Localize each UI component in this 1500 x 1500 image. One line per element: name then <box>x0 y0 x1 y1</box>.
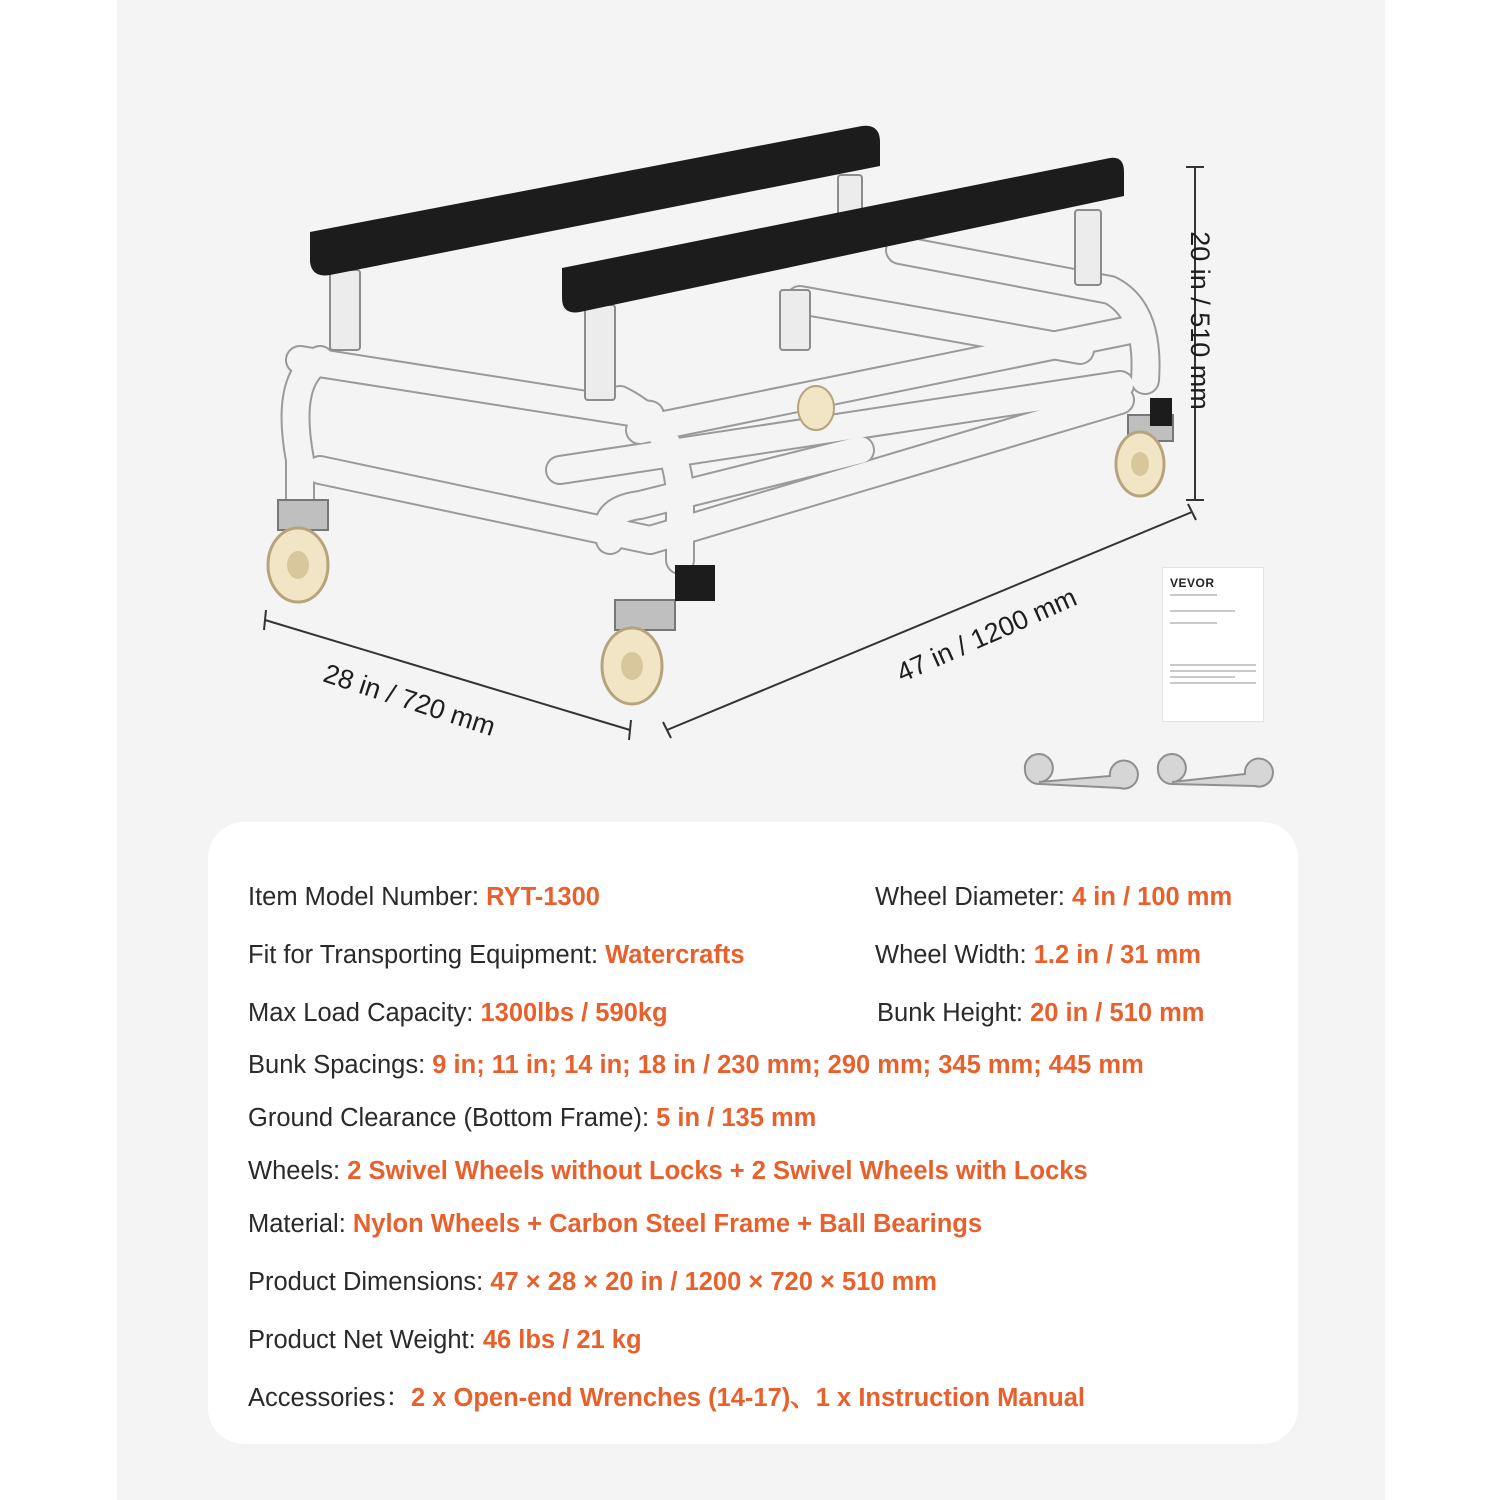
wrench-icons <box>1025 754 1273 789</box>
spec-value: 1300lbs / 590kg <box>480 999 668 1027</box>
length-dimension-label: 47 in / 1200 mm <box>892 581 1082 689</box>
height-dimension-label: 20 in / 510 mm <box>1184 231 1215 410</box>
spec-value: 46 lbs / 21 kg <box>482 1326 642 1354</box>
instruction-manual <box>1162 567 1264 722</box>
spec-label: Wheel Width: <box>875 941 1034 969</box>
spec-value: 4 in / 100 mm <box>1071 883 1233 911</box>
spec-material <box>248 1209 982 1239</box>
spec-label: Bunk Height: <box>877 999 1031 1027</box>
spec-label: Material: <box>248 1210 353 1238</box>
dolly-frame <box>296 250 1146 560</box>
manual-text-line <box>1170 664 1256 666</box>
spec-bunk-spacings <box>248 1050 1144 1080</box>
manual-text-line <box>1170 594 1217 596</box>
spec-equipment <box>248 940 745 970</box>
spec-value: 9 in; 11 in; 14 in; 18 in / 230 mm; 290 mm; 345 mm; 445 mm <box>432 1051 1144 1079</box>
spec-wheel-diameter <box>875 882 1232 912</box>
spec-value: Watercrafts <box>605 941 745 969</box>
spec-weight <box>248 1325 642 1355</box>
spec-value: 1.2 in / 31 mm <box>1033 941 1201 969</box>
manual-brand: VEVOR <box>1170 576 1215 590</box>
spec-value: RYT-1300 <box>486 883 600 911</box>
spec-label: Product Net Weight: <box>248 1326 483 1354</box>
spec-load <box>248 998 668 1028</box>
spec-value: 20 in / 510 mm <box>1030 999 1205 1027</box>
spec-label: Fit for Transporting Equipment: <box>248 941 606 969</box>
spec-dimensions <box>248 1267 937 1297</box>
manual-text-line <box>1170 622 1217 624</box>
spec-card <box>208 822 1298 1444</box>
width-dimension-label: 28 in / 720 mm <box>319 658 500 742</box>
spec-value: 2 x Open-end Wrenches (14-17)、1 x Instruction Manual <box>410 1384 1085 1412</box>
spec-wheels <box>248 1156 1088 1186</box>
spec-label: Bunk Spacings: <box>248 1051 433 1079</box>
spec-value: 47 × 28 × 20 in / 1200 × 720 × 510 mm <box>490 1268 937 1296</box>
spec-bunk-height <box>877 998 1204 1028</box>
manual-text-line <box>1170 670 1256 672</box>
spec-label: Wheel Diameter: <box>875 883 1072 911</box>
manual-text-line <box>1170 610 1235 612</box>
spec-value: 5 in / 135 mm <box>656 1104 817 1132</box>
spec-label: Accessories： <box>248 1384 411 1412</box>
spec-label: Wheels: <box>248 1157 348 1185</box>
spec-label: Ground Clearance (Bottom Frame): <box>248 1104 657 1132</box>
spec-clearance <box>248 1103 816 1133</box>
manual-text-line <box>1170 676 1235 678</box>
spec-accessories <box>248 1383 1085 1413</box>
spec-label: Item Model Number: <box>248 883 487 911</box>
spec-value: Nylon Wheels + Carbon Steel Frame + Ball Bearings <box>352 1210 983 1238</box>
spec-label: Product Dimensions: <box>248 1268 491 1296</box>
manual-text-line <box>1170 682 1256 684</box>
spec-wheel-width <box>875 940 1201 970</box>
spec-value: 2 Swivel Wheels without Locks + 2 Swivel Wheels with Locks <box>347 1157 1088 1185</box>
spec-label: Max Load Capacity: <box>248 999 481 1027</box>
spec-model <box>248 882 600 912</box>
